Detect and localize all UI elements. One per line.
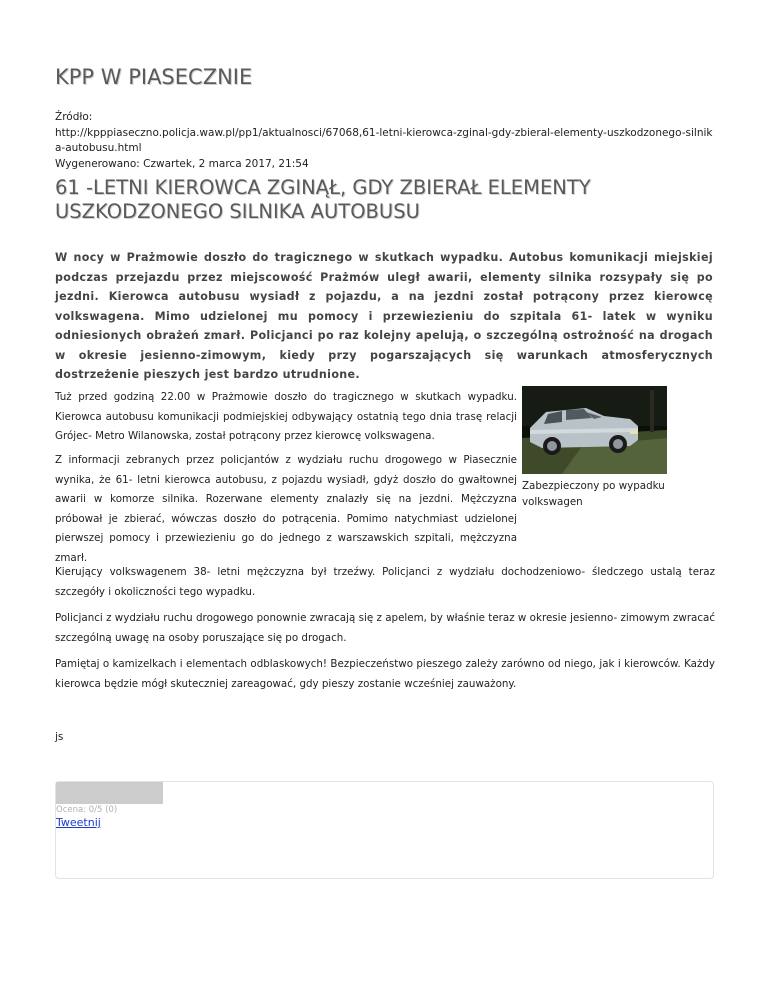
source-url-line1: http://kpppiaseczno.policja.waw.pl/pp1/aktualnosci/67068,61-letni-kierowca-zginal-gdy-zbieral-elementy-uszkodzonego-silnik (55, 126, 713, 139)
generated-date: Wygenerowano: Czwartek, 2 marca 2017, 21:54 (55, 157, 309, 170)
article-paragraph-1: Tuż przed godziną 22.00 w Prażmowie doszło do tragicznego w skutkach wypadku. Kierowca autobusu komunikacji podmiejskiej odbywający ostatnią tego dnia trasę relacji Grójec- Metro Wilanowska, został potrącony przez kierowcę volkswagena. (55, 391, 517, 443)
rating-panel (55, 781, 714, 879)
site-title: KPP W PIASECZNIE (55, 65, 253, 89)
author-signature: js (55, 731, 64, 743)
photo-caption: Zabezpieczony po wypadku volkswagen (522, 480, 665, 508)
article-paragraph-5: Pamiętaj o kamizelkach i elementach odblaskowych! Bezpieczeństwo pieszego zależy zarówno od niego, jak i kierowców. Każdy kierowca będzie mógł skuteczniej zareagować, gdy pieszy zostanie wcześniej zauważony. (55, 658, 715, 690)
article-title: 61 -LETNI KIEROWCA ZGINĄŁ, GDY ZBIERAŁ ELEMENTY USZKODZONEGO SILNIKA AUTOBUSU (55, 176, 591, 223)
source-meta (55, 110, 715, 172)
car-photo[interactable] (522, 386, 667, 474)
article-lead: W nocy w Prażmowie doszło do tragicznego w skutkach wypadku. Autobus komunikacji miejskiej podczas przejazdu przez miejscowość Prażmów uległ awarii, elementy silnika rozsypały się po jezdni. Kierowca autobusu wysiadł z pojazdu, a na jezdni został potrącony przez kierowcę volkswagena. Mimo udzielonej mu pomocy i przewiezieniu do szpitala 61- latek w wyniku odniesionych obrażeń zmarł. Policjanci po raz kolejny apelują, o szczególną ostrożność na drogach w okresie jesienno-zimowym, kiedy przy pogarszających się warunkach atmosferycznych dostrzeżenie pieszych jest bardzo utrudnione. (55, 251, 713, 381)
source-label: Źródło: (55, 111, 93, 123)
article-paragraph-2: Z informacji zebranych przez policjantów z wydziału ruchu drogowego w Piasecznie wynika, że 61- letni kierowca autobusu, z pojazdu wysiadł, gdyż doszło do gwałtownej awarii w komorze silnika. Rozerwane elementy znalazły się na jezdni. Mężczyzna próbował je zbierać, wówczas doszło do potrącenia. Pomimo natychmiast udzielonej pierwszej pomocy i przewiezieniu go do jednego z warszawskich szpitali, mężczyzna zmarł. (55, 454, 517, 564)
article-paragraph-4: Policjanci z wydziału ruchu drogowego ponownie zwracają się z apelem, by właśnie teraz w okresie jesienno- zimowym zwracać szczególną uwagę na osoby poruszające się po drogach. (55, 612, 715, 644)
source-url-line2: a-autobusu.html (55, 142, 142, 154)
article-paragraph-3: Kierujący volkswagenem 38- letni mężczyzna był trzeźwy. Policjanci z wydziału dochodzeniowo- śledczego ustalą teraz szczegóły i okoliczności tego wypadku. (55, 566, 715, 598)
tweet-link[interactable]: Tweetnij (56, 816, 101, 829)
rating-text: Ocena: 0/5 (0) (56, 805, 118, 815)
rating-stars-bar[interactable] (56, 782, 163, 804)
article-figure (522, 386, 667, 510)
